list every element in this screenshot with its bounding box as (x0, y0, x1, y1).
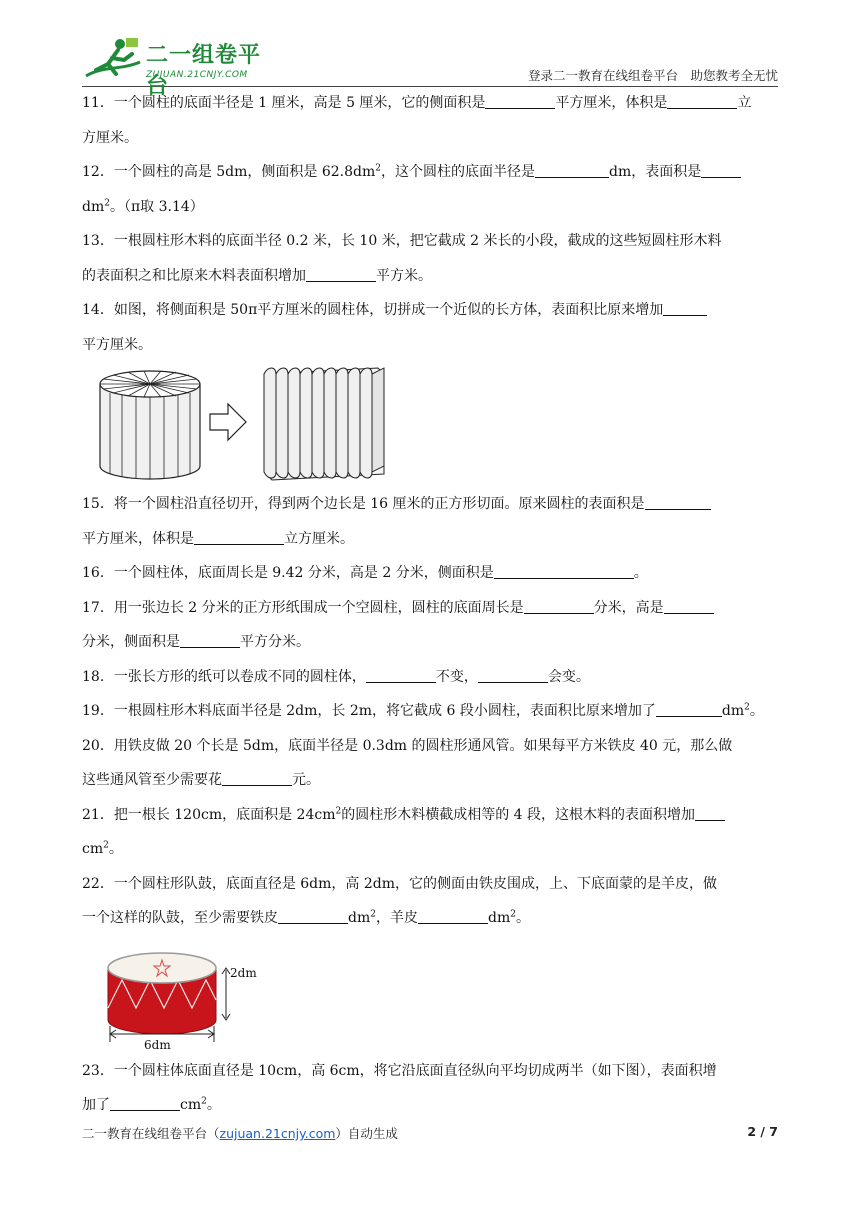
answer-blank[interactable] (180, 630, 240, 648)
logo-title: 二一组卷平台 (146, 43, 262, 99)
drum-diagram (104, 938, 284, 1050)
logo-subtitle: ZUJUAN.21CNJY.COM (146, 70, 248, 80)
answer-blank[interactable] (478, 665, 548, 683)
q11-line-1: 11．一个圆柱的底面半径是 1 厘米，高是 5 厘米，它的侧面积是 平方厘米，体积是 立 (82, 86, 778, 121)
q14-line-1: 14．如图，将侧面积是 50π平方厘米的圆柱体，切拼成一个近似的长方体，表面积比原来增加 (82, 293, 778, 328)
answer-blank[interactable] (278, 906, 348, 924)
q23-line-2: 加了 $cm^2$。 (82, 1088, 778, 1123)
q17-line-1: 17．用一张边长 2 分米的正方形纸围成一个空圆柱，圆柱的底面周长是 分米，高是 (82, 591, 778, 626)
q15-line-1: 15．将一个圆柱沿直径切开，得到两个边长是 16 厘米的正方形切面。原来圆柱的表面积是 (82, 487, 778, 522)
q22-line-1: 22．一个圆柱形队鼓，底面直径是 6dm，高 2dm，它的侧面由铁皮围成，上、下底面蒙的是羊皮，做 (82, 875, 718, 892)
q18-line: 18．一张长方形的纸可以卷成不同的圆柱体， 不变， 会变。 (82, 660, 778, 695)
cylinder-cut-figure (82, 362, 778, 487)
q19-line: 19．一根圆柱形木料底面半径是 2dm，长 2m，将它截成 6 段小圆柱，表面积比原来增加了 $dm^2$。 (82, 694, 778, 729)
answer-blank[interactable] (667, 91, 737, 109)
answer-blank[interactable] (695, 803, 725, 821)
q20-line-1: 20．用铁皮做 20 个长是 5dm，底面半径是 0.3dm 的圆柱形通风管。如果每平方米铁皮 40 元，那么做 (82, 737, 733, 754)
q21-line-1: 21．把一根长 120cm，底面积是 $24cm^2$的圆柱形木料横截成相等的 4 段，这根木料的表面积增加 (82, 798, 778, 833)
answer-blank[interactable] (418, 906, 488, 924)
page-header (82, 30, 778, 99)
q11-line-2: 方厘米。 (82, 129, 138, 146)
answer-blank[interactable] (485, 91, 555, 109)
cuboid-shape (264, 368, 384, 480)
q17-line-2: 分米，侧面积是 平方分米。 (82, 625, 778, 660)
q22-line-2: 一个这样的队鼓，至少需要铁皮 $dm^2$，羊皮 $dm^2$。 (82, 901, 778, 936)
page-number: 2 / 7 (747, 1124, 778, 1139)
answer-blank[interactable] (110, 1093, 180, 1111)
answer-blank[interactable] (524, 596, 594, 614)
answer-blank[interactable] (306, 264, 376, 282)
drum-diameter-label: 6dm (144, 1037, 171, 1052)
q12-line-2: $dm^2$。（π取 3.14） (82, 197, 204, 215)
answer-blank[interactable] (366, 665, 436, 683)
q21-line-2: $cm^2$。 (82, 840, 123, 857)
runner-logo-icon (82, 36, 144, 82)
q23-line-1: 23．一个圆柱体底面直径是 10cm，高 6cm，将它沿底面直径纵向平均切成两半（如下图），表面积增 (82, 1062, 717, 1079)
q13-line-1: 13．一根圆柱形木料的底面半径 0.2 米，长 10 米，把它截成 2 米长的小段，截成的这些短圆柱形木料 (82, 233, 722, 249)
answer-blank[interactable] (656, 699, 722, 717)
drum-figure (82, 936, 778, 1054)
site-logo[interactable] (82, 34, 282, 99)
answer-blank[interactable] (535, 160, 609, 178)
question-list (82, 86, 778, 1123)
header-slogan: 登录二一教育在线组卷平台 助您教考全无忧 (527, 68, 778, 83)
answer-blank[interactable] (222, 768, 292, 786)
answer-blank[interactable] (645, 492, 711, 510)
answer-blank[interactable] (494, 561, 634, 579)
drum-top (108, 953, 216, 983)
answer-blank[interactable] (663, 298, 707, 316)
answer-blank[interactable] (664, 596, 714, 614)
q12-line-1: 12．一个圆柱的高是 5dm，侧面积是 $62.8dm^2$，这个圆柱的底面半径是 dm，表面积是 (82, 155, 778, 190)
footer-link[interactable]: zujuan.21cnjy.com (219, 1126, 336, 1141)
page-footer: 二一教育在线组卷平台（zujuan.21cnjy.com）自动生成 2 / 7 (82, 1124, 778, 1141)
cylinder-shape (100, 371, 200, 479)
q20-line-2: 这些通风管至少需要花 元。 (82, 763, 778, 798)
q13-line-2: 的表面积之和比原来木料表面积增加 平方米。 (82, 259, 778, 294)
answer-blank[interactable] (701, 160, 741, 178)
arrow-right-icon (210, 404, 246, 440)
answer-blank[interactable] (194, 527, 284, 545)
drum-height-label: 2dm (230, 965, 257, 980)
q16-line: 16．一个圆柱体，底面周长是 9.42 分米，高是 2 分米，侧面积是 。 (82, 556, 778, 591)
q15-line-2: 平方厘米，体积是 立方厘米。 (82, 522, 778, 557)
q14-line-2: 平方厘米。 (82, 336, 152, 353)
cylinder-to-cuboid-diagram (96, 362, 416, 487)
